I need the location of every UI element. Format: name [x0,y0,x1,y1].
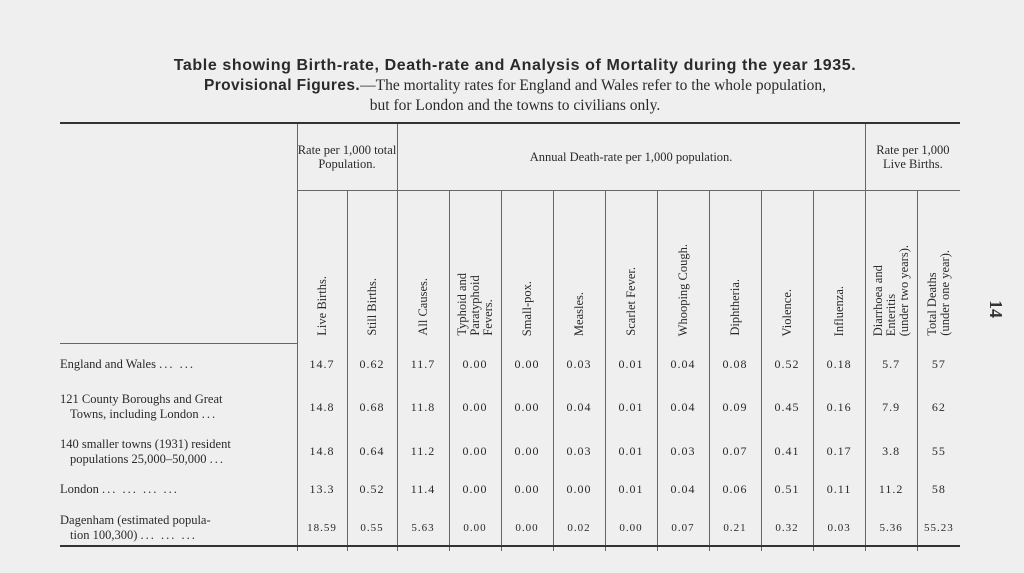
col-header-diphtheria: Diphtheria. [709,191,761,344]
row-label [60,429,297,474]
table-row [60,385,960,429]
row-label [60,343,297,385]
col-header-influenza: Influenza. [813,191,865,344]
table-cell: 0.18 [813,343,865,385]
table-cell: 0.32 [761,504,813,551]
title-line3: but for London and the towns to civilians only. [369,97,661,114]
col-header-typhoid: Typhoid and Paratyphoid Fevers. [449,191,501,344]
table-cell: 0.00 [449,504,501,551]
group-header-population [297,124,397,191]
leader-dots: ... [201,407,218,421]
col-header-small-pox: Small-pox. [501,191,553,344]
table-cell: 11.2 [397,429,449,474]
table-bottom-rule [60,545,960,547]
table-cell: 0.02 [553,504,605,551]
table-cell: 0.04 [657,474,709,504]
page-number: 14 [986,300,1006,318]
col-header-all-causes: All Causes. [397,191,449,344]
table-cell: 0.00 [501,385,553,429]
table-cell: 0.45 [761,385,813,429]
leader-dots: ... ... ... [140,527,197,542]
mortality-table [60,124,960,551]
table-cell: 0.00 [501,474,553,504]
col-header-total-deaths: Total Deaths (under one year). [917,191,960,344]
table-cell: 57 [917,343,960,385]
title-subtitle [60,76,970,96]
table-cell: 0.62 [347,343,397,385]
table-cell: 0.64 [347,429,397,474]
table-cell: 0.07 [709,429,761,474]
row-label-line1: Dagenham (estimated popula- [60,512,211,527]
table-cell: 5.63 [397,504,449,551]
col-header-scarlet-fever: Scarlet Fever. [605,191,657,344]
row-label-line2: tion 100,300) ... ... ... [70,527,197,542]
row-label-line2: populations 25,000–50,000 ... [70,451,225,466]
table-cell: 0.08 [709,343,761,385]
group-header-death-rate [397,124,865,191]
table-cell: 55.23 [917,504,960,551]
table-cell: 0.55 [347,504,397,551]
title-subtitle-rest: —The mortality rates for England and Wales refer to the whole population, [360,77,827,94]
row-label-line1: London [60,481,99,496]
table-cell: 0.04 [657,385,709,429]
table-cell: 55 [917,429,960,474]
col-header-diarrhoea: Diarrhoea and Enteritis (under two years). [865,191,917,344]
group-label-live-births: Rate per 1,000 Live Births. [876,143,950,171]
table-cell: 0.01 [605,429,657,474]
row-label-line2: Towns, including London ... [70,407,218,421]
table-cell: 0.51 [761,474,813,504]
group-label-population: Rate per 1,000 total Population. [297,143,397,171]
row-label [60,504,297,551]
col-header-violence: Violence. [761,191,813,344]
table-cell: 0.52 [761,343,813,385]
col-header-still-births: Still Births. [347,191,397,344]
table-cell: 0.00 [553,474,605,504]
title-main: Table showing Birth-rate, Death-rate and Analysis of Mortality during the year 1935. [173,57,857,74]
table-cell: 0.03 [657,429,709,474]
table-cell: 18.59 [297,504,347,551]
table-cell: 0.01 [605,474,657,504]
row-label-line1: 121 County Boroughs and Great [60,392,223,406]
table-title [60,56,970,116]
table-cell: 14.8 [297,429,347,474]
table-cell: 0.03 [553,429,605,474]
table-cell: 13.3 [297,474,347,504]
table-cell: 0.04 [657,343,709,385]
table-cell: 0.00 [449,474,501,504]
group-header-live-births [865,124,960,191]
table-cell: 0.01 [605,385,657,429]
table-cell: 0.00 [501,429,553,474]
table-cell: 62 [917,385,960,429]
table-cell: 0.16 [813,385,865,429]
table-cell: 3.8 [865,429,917,474]
table-row [60,343,960,385]
title-provisional: Provisional Figures. [203,77,361,94]
table-cell: 0.03 [553,343,605,385]
row-label-line1: 140 smaller towns (1931) resident [60,436,231,451]
table-cell: 14.8 [297,385,347,429]
table-cell: 0.21 [709,504,761,551]
table-cell: 11.8 [397,385,449,429]
col-header-measles: Measles. [553,191,605,344]
table-cell: 7.9 [865,385,917,429]
table-cell: 0.17 [813,429,865,474]
table-cell: 0.41 [761,429,813,474]
row-label [60,385,297,429]
col-header-live-births: Live Births. [297,191,347,344]
table-cell: 11.4 [397,474,449,504]
table-cell: 0.09 [709,385,761,429]
row-label [60,474,297,504]
row-label-line1: England and Wales [60,356,156,371]
table-cell: 0.00 [501,343,553,385]
table-cell: 0.04 [553,385,605,429]
table-cell: 0.00 [449,343,501,385]
table-cell: 0.01 [605,343,657,385]
table-row [60,504,960,551]
table-cell: 11.2 [865,474,917,504]
table-cell: 0.00 [501,504,553,551]
row-label-header [60,124,297,343]
table-cell: 0.11 [813,474,865,504]
col-header-whooping-cough: Whooping Cough. [657,191,709,344]
table-cell: 0.68 [347,385,397,429]
table-cell: 14.7 [297,343,347,385]
table-cell: 0.07 [657,504,709,551]
leader-dots: ... ... ... ... [102,481,179,496]
leader-dots: ... [209,451,225,466]
table-cell: 0.00 [605,504,657,551]
table-row [60,429,960,474]
table-cell: 0.00 [449,385,501,429]
table-cell: 58 [917,474,960,504]
table-cell: 0.06 [709,474,761,504]
group-label-death-rate: Annual Death-rate per 1,000 population. [529,150,733,164]
table-cell: 5.7 [865,343,917,385]
table-cell: 5.36 [865,504,917,551]
leader-dots: ... ... [159,356,195,371]
table-cell: 0.52 [347,474,397,504]
table-cell: 0.00 [449,429,501,474]
table-row [60,474,960,504]
table-cell: 0.03 [813,504,865,551]
table-cell: 11.7 [397,343,449,385]
